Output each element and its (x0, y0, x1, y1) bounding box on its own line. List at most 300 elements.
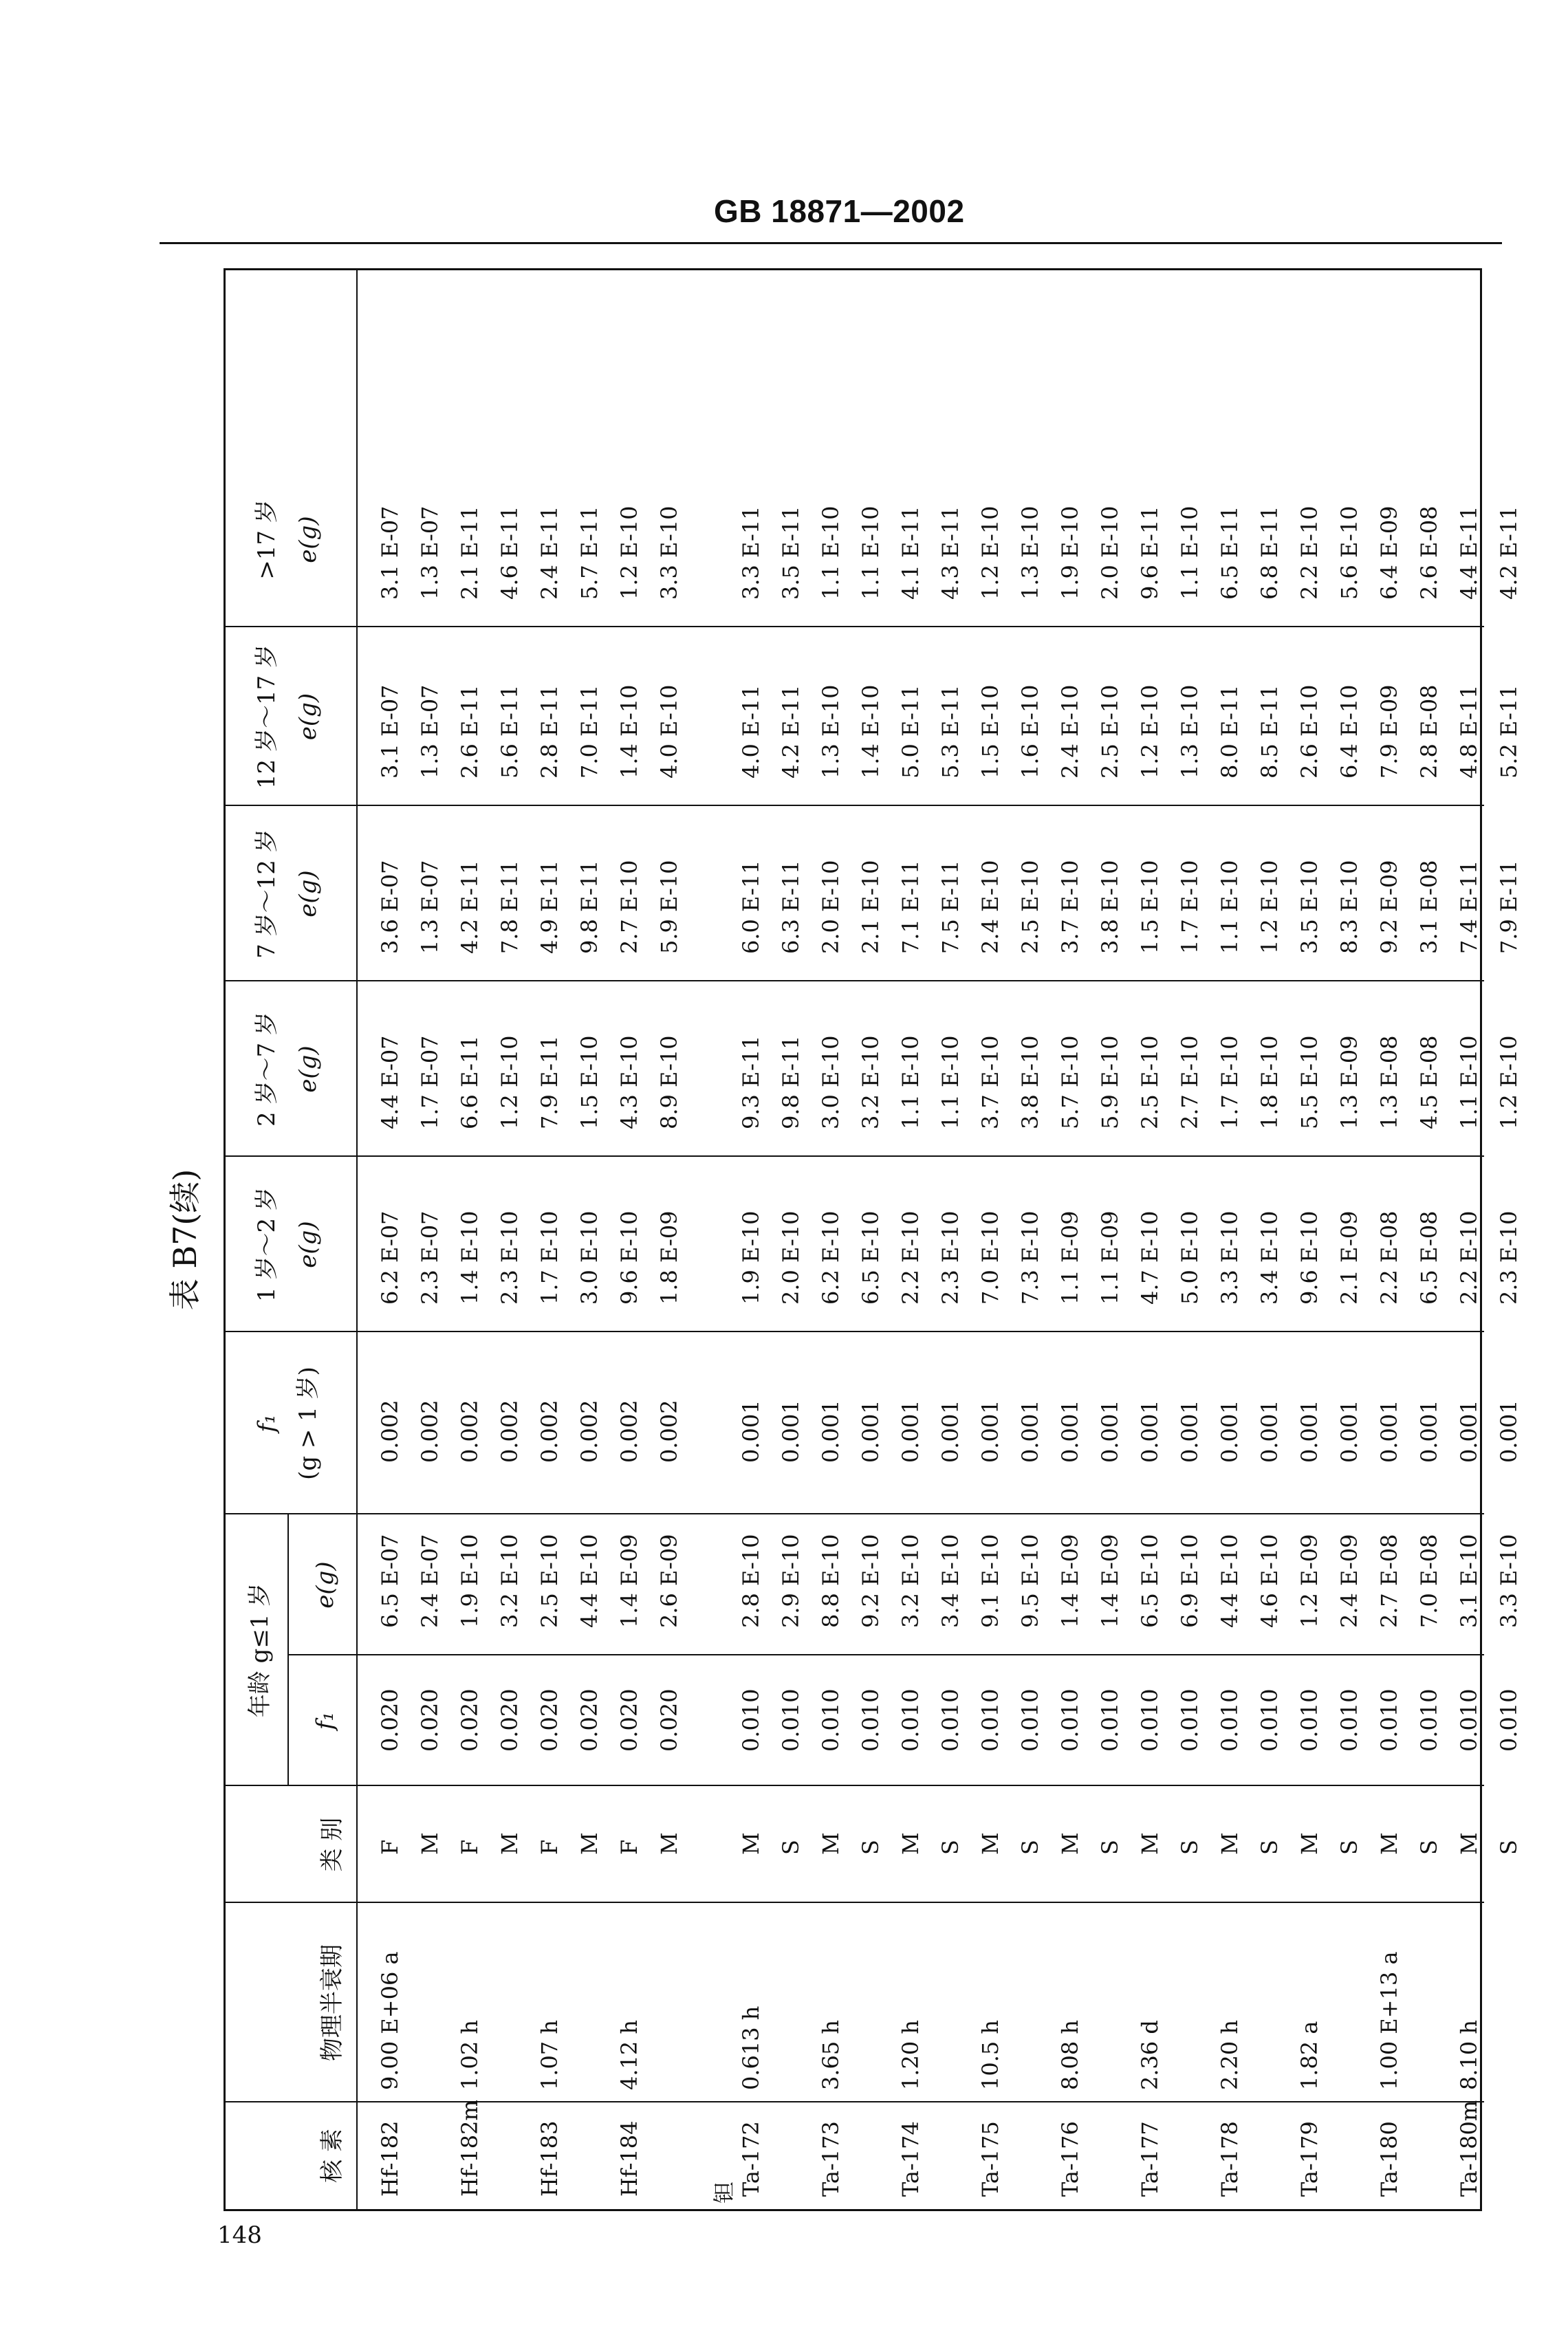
eg-1-2-cell: 2.3 E-10 (937, 1210, 963, 1305)
half-life-cell: 1.02 h (457, 2019, 483, 2090)
nuclide-cell: Ta-180m (1456, 2100, 1482, 2197)
f1-gt1-cell: 0.002 (417, 1400, 443, 1463)
header-eg-2: e(g) (294, 1221, 322, 1268)
eg-7-12-cell: 9.8 E-11 (576, 860, 602, 954)
eg-gt17-cell: 4.4 E-11 (1456, 506, 1482, 600)
nuclide-cell: Ta-175 (977, 2121, 1003, 2197)
class-cell: M (497, 1832, 523, 1855)
eg-le1-cell: 3.3 E-10 (1496, 1534, 1522, 1628)
eg-1-2-cell: 2.2 E-08 (1376, 1210, 1402, 1305)
eg-le1-cell: 2.9 E-10 (778, 1534, 804, 1628)
group-label-tantalum: 钽 (711, 2181, 737, 2204)
nuclide-cell: Hf-182m (457, 2100, 483, 2197)
eg-1-2-cell: 3.3 E-10 (1217, 1210, 1243, 1305)
f1-cell: 0.010 (1416, 1688, 1442, 1752)
eg-7-12-cell: 1.2 E-10 (1256, 860, 1283, 954)
eg-12-17-cell: 2.6 E-11 (457, 684, 483, 779)
eg-2-7-cell: 1.7 E-07 (417, 1035, 443, 1129)
eg-gt17-cell: 2.4 E-11 (536, 506, 563, 600)
f1-cell: 0.010 (1376, 1688, 1402, 1752)
standard-id: GB 18871—2002 (714, 193, 965, 229)
eg-le1-cell: 3.2 E-10 (897, 1534, 924, 1628)
eg-2-7-cell: 1.8 E-10 (1256, 1035, 1283, 1129)
eg-1-2-cell: 3.0 E-10 (576, 1210, 602, 1305)
half-life-cell: 8.08 h (1057, 2019, 1083, 2090)
eg-le1-cell: 2.7 E-08 (1376, 1534, 1402, 1628)
eg-le1-cell: 2.4 E-07 (417, 1534, 443, 1628)
nuclide-cell: Ta-173 (818, 2121, 844, 2197)
eg-2-7-cell: 4.4 E-07 (377, 1035, 403, 1129)
f1-cell: 0.010 (1296, 1688, 1322, 1752)
class-cell: M (1376, 1832, 1402, 1855)
header-eg-1: e(g) (312, 1561, 339, 1609)
eg-le1-cell: 2.6 E-09 (656, 1534, 682, 1628)
class-cell: S (1177, 1840, 1203, 1855)
header-half-life: 物理半衰期 (318, 1944, 346, 2061)
eg-2-7-cell: 5.7 E-10 (1057, 1035, 1083, 1129)
f1-gt1-cell: 0.001 (778, 1400, 804, 1463)
f1-cell: 0.010 (818, 1688, 844, 1752)
eg-7-12-cell: 6.3 E-11 (778, 860, 804, 954)
class-cell: M (1296, 1832, 1322, 1855)
eg-12-17-cell: 2.6 E-10 (1296, 684, 1322, 779)
eg-le1-cell: 1.4 E-09 (616, 1534, 642, 1628)
class-cell: M (1456, 1832, 1482, 1855)
eg-1-2-cell: 2.3 E-10 (1496, 1210, 1522, 1305)
eg-1-2-cell: 2.3 E-07 (417, 1210, 443, 1305)
eg-12-17-cell: 5.2 E-11 (1496, 684, 1522, 779)
eg-7-12-cell: 8.3 E-10 (1336, 860, 1362, 954)
eg-2-7-cell: 2.7 E-10 (1177, 1035, 1203, 1129)
eg-le1-cell: 6.9 E-10 (1177, 1534, 1203, 1628)
eg-gt17-cell: 3.3 E-11 (738, 506, 764, 600)
eg-gt17-cell: 3.3 E-10 (656, 506, 682, 600)
eg-7-12-cell: 3.6 E-07 (377, 860, 403, 954)
header-nuclide: 核 素 (318, 2129, 346, 2183)
eg-1-2-cell: 9.6 E-10 (1296, 1210, 1322, 1305)
eg-2-7-cell: 1.7 E-10 (1217, 1035, 1243, 1129)
eg-1-2-cell: 7.3 E-10 (1017, 1210, 1043, 1305)
eg-12-17-cell: 6.4 E-10 (1336, 684, 1362, 779)
eg-le1-cell: 9.2 E-10 (858, 1534, 884, 1628)
class-cell: F (457, 1839, 483, 1855)
eg-1-2-cell: 1.7 E-10 (536, 1210, 563, 1305)
f1-gt1-cell: 0.001 (1097, 1400, 1123, 1463)
class-cell: M (1217, 1832, 1243, 1855)
eg-2-7-cell: 6.6 E-11 (457, 1035, 483, 1129)
f1-gt1-cell: 0.001 (1296, 1400, 1322, 1463)
nuclide-cell: Ta-178 (1217, 2121, 1243, 2197)
eg-gt17-cell: 3.1 E-07 (377, 506, 403, 600)
eg-2-7-cell: 1.2 E-10 (497, 1035, 523, 1129)
nuclide-cell: Hf-183 (536, 2120, 563, 2197)
eg-1-2-cell: 3.4 E-10 (1256, 1210, 1283, 1305)
f1-gt1-cell: 0.001 (1256, 1400, 1283, 1463)
eg-1-2-cell: 6.2 E-10 (818, 1210, 844, 1305)
f1-cell: 0.010 (977, 1688, 1003, 1752)
eg-2-7-cell: 5.9 E-10 (1097, 1035, 1123, 1129)
eg-gt17-cell: 4.3 E-11 (937, 506, 963, 600)
eg-2-7-cell: 8.9 E-10 (656, 1035, 682, 1129)
f1-cell: 0.010 (1496, 1688, 1522, 1752)
page-number: 148 (217, 2221, 262, 2249)
eg-gt17-cell: 9.6 E-11 (1137, 506, 1163, 600)
eg-le1-cell: 2.8 E-10 (738, 1534, 764, 1628)
header-eg-6: e(g) (294, 516, 322, 563)
f1-cell: 0.020 (457, 1688, 483, 1752)
eg-12-17-cell: 8.0 E-11 (1217, 684, 1243, 779)
nuclide-cell: Ta-176 (1057, 2121, 1083, 2197)
f1-cell: 0.020 (377, 1688, 403, 1752)
eg-le1-cell: 2.5 E-10 (536, 1534, 563, 1628)
eg-gt17-cell: 1.2 E-10 (616, 506, 642, 600)
class-cell: S (778, 1840, 804, 1855)
eg-7-12-cell: 2.0 E-10 (818, 860, 844, 954)
class-cell: S (1416, 1840, 1442, 1855)
eg-12-17-cell: 1.3 E-10 (1177, 684, 1203, 779)
eg-1-2-cell: 1.8 E-09 (656, 1210, 682, 1305)
eg-gt17-cell: 3.5 E-11 (778, 506, 804, 600)
nuclide-cell: Hf-182 (377, 2120, 403, 2197)
eg-12-17-cell: 4.0 E-10 (656, 684, 682, 779)
eg-le1-cell: 4.4 E-10 (576, 1534, 602, 1628)
eg-1-2-cell: 1.1 E-09 (1097, 1210, 1123, 1305)
f1-cell: 0.010 (1097, 1688, 1123, 1752)
class-cell: M (738, 1832, 764, 1855)
eg-gt17-cell: 2.2 E-10 (1296, 506, 1322, 600)
eg-1-2-cell: 1.4 E-10 (457, 1210, 483, 1305)
header-f1-gt1-note: (g > 1 岁) (294, 1367, 322, 1480)
eg-1-2-cell: 5.0 E-10 (1177, 1210, 1203, 1305)
header-age-1-2: 1 岁～2 岁 (253, 1187, 281, 1302)
eg-1-2-cell: 6.5 E-10 (858, 1210, 884, 1305)
standard-header (0, 188, 1499, 230)
eg-gt17-cell: 1.3 E-10 (1017, 506, 1043, 600)
f1-cell: 0.010 (1177, 1688, 1203, 1752)
class-cell: S (1097, 1840, 1123, 1855)
header-age-7-12: 7 岁～12 岁 (253, 829, 281, 959)
eg-12-17-cell: 5.6 E-11 (497, 684, 523, 779)
eg-2-7-cell: 1.3 E-08 (1376, 1035, 1402, 1129)
eg-le1-cell: 1.2 E-09 (1296, 1534, 1322, 1628)
eg-1-2-cell: 7.0 E-10 (977, 1210, 1003, 1305)
f1-cell: 0.010 (738, 1688, 764, 1752)
class-cell: M (818, 1832, 844, 1855)
f1-gt1-cell: 0.001 (1217, 1400, 1243, 1463)
eg-gt17-cell: 4.1 E-11 (897, 506, 924, 600)
eg-12-17-cell: 5.0 E-11 (897, 684, 924, 779)
eg-12-17-cell: 1.6 E-10 (1017, 684, 1043, 779)
f1-gt1-cell: 0.001 (858, 1400, 884, 1463)
eg-1-2-cell: 4.7 E-10 (1137, 1210, 1163, 1305)
eg-7-12-cell: 6.0 E-11 (738, 860, 764, 954)
eg-12-17-cell: 1.5 E-10 (977, 684, 1003, 779)
subheader-rule (287, 1514, 289, 1786)
eg-2-7-cell: 3.7 E-10 (977, 1035, 1003, 1129)
eg-gt17-cell: 4.2 E-11 (1496, 506, 1522, 600)
class-cell: M (977, 1832, 1003, 1855)
eg-gt17-cell: 6.8 E-11 (1256, 506, 1283, 600)
eg-12-17-cell: 8.5 E-11 (1256, 684, 1283, 779)
half-life-cell: 3.65 h (818, 2019, 844, 2090)
eg-12-17-cell: 1.4 E-10 (858, 684, 884, 779)
f1-gt1-cell: 0.002 (536, 1400, 563, 1463)
f1-gt1-cell: 0.002 (377, 1400, 403, 1463)
half-life-cell: 4.12 h (616, 2019, 642, 2090)
f1-cell: 0.010 (1217, 1688, 1243, 1752)
f1-cell: 0.010 (778, 1688, 804, 1752)
eg-7-12-cell: 2.5 E-10 (1017, 860, 1043, 954)
eg-gt17-cell: 1.9 E-10 (1057, 506, 1083, 600)
eg-7-12-cell: 3.5 E-10 (1296, 860, 1322, 954)
nuclide-cell: Ta-179 (1296, 2121, 1322, 2197)
f1-gt1-cell: 0.001 (1496, 1400, 1522, 1463)
eg-12-17-cell: 4.8 E-11 (1456, 684, 1482, 779)
f1-cell: 0.020 (656, 1688, 682, 1752)
nuclide-cell: Ta-177 (1137, 2121, 1163, 2197)
eg-gt17-cell: 2.0 E-10 (1097, 506, 1123, 600)
eg-gt17-cell: 1.3 E-07 (417, 506, 443, 600)
f1-cell: 0.010 (1456, 1688, 1482, 1752)
header-age-2-7: 2 岁～7 岁 (253, 1012, 281, 1127)
eg-le1-cell: 4.4 E-10 (1217, 1534, 1243, 1628)
eg-12-17-cell: 2.8 E-08 (1416, 684, 1442, 779)
eg-12-17-cell: 7.0 E-11 (576, 684, 602, 779)
f1-cell: 0.020 (576, 1688, 602, 1752)
f1-gt1-cell: 0.001 (977, 1400, 1003, 1463)
f1-gt1-cell: 0.001 (1177, 1400, 1203, 1463)
eg-12-17-cell: 5.3 E-11 (937, 684, 963, 779)
eg-7-12-cell: 3.7 E-10 (1057, 860, 1083, 954)
eg-7-12-cell: 3.8 E-10 (1097, 860, 1123, 954)
eg-2-7-cell: 3.8 E-10 (1017, 1035, 1043, 1129)
class-cell: M (656, 1832, 682, 1855)
eg-7-12-cell: 4.2 E-11 (457, 860, 483, 954)
eg-7-12-cell: 2.1 E-10 (858, 860, 884, 954)
header-eg-3: e(g) (294, 1045, 322, 1093)
f1-cell: 0.010 (858, 1688, 884, 1752)
eg-le1-cell: 2.4 E-09 (1336, 1534, 1362, 1628)
class-cell: F (616, 1839, 642, 1855)
eg-gt17-cell: 1.1 E-10 (858, 506, 884, 600)
header-rule (356, 270, 358, 2209)
eg-gt17-cell: 1.1 E-10 (818, 506, 844, 600)
class-cell: M (1057, 1832, 1083, 1855)
half-life-cell: 9.00 E+06 a (377, 1951, 403, 2090)
rotated-table-container (166, 268, 1522, 2211)
half-life-cell: 1.00 E+13 a (1376, 1951, 1402, 2090)
eg-7-12-cell: 9.2 E-09 (1376, 860, 1402, 954)
eg-le1-cell: 7.0 E-08 (1416, 1534, 1442, 1628)
eg-7-12-cell: 7.5 E-11 (937, 860, 963, 954)
eg-gt17-cell: 6.5 E-11 (1217, 506, 1243, 600)
header-f1-gt1: f₁ (253, 1414, 281, 1433)
eg-7-12-cell: 1.7 E-10 (1177, 860, 1203, 954)
eg-12-17-cell: 3.1 E-07 (377, 684, 403, 779)
f1-cell: 0.020 (536, 1688, 563, 1752)
eg-7-12-cell: 7.8 E-11 (497, 860, 523, 954)
class-cell: M (1137, 1832, 1163, 1855)
eg-7-12-cell: 1.3 E-07 (417, 860, 443, 954)
class-cell: F (536, 1839, 563, 1855)
nuclide-cell: Ta-180 (1376, 2121, 1402, 2197)
class-cell: S (1336, 1840, 1362, 1855)
f1-gt1-cell: 0.002 (457, 1400, 483, 1463)
half-life-cell: 1.20 h (897, 2019, 924, 2090)
half-life-cell: 10.5 h (977, 2019, 1003, 2090)
f1-cell: 0.020 (616, 1688, 642, 1752)
eg-12-17-cell: 1.3 E-07 (417, 684, 443, 779)
eg-12-17-cell: 1.4 E-10 (616, 684, 642, 779)
f1-cell: 0.010 (1336, 1688, 1362, 1752)
eg-le1-cell: 9.5 E-10 (1017, 1534, 1043, 1628)
header-age-le1: 年龄 g≤1 岁 (246, 1583, 274, 1718)
eg-2-7-cell: 1.1 E-10 (937, 1035, 963, 1129)
eg-12-17-cell: 2.8 E-11 (536, 684, 563, 779)
header-class: 类 别 (318, 1817, 346, 1872)
half-life-cell: 8.10 h (1456, 2019, 1482, 2090)
f1-cell: 0.020 (417, 1688, 443, 1752)
eg-gt17-cell: 2.1 E-11 (457, 506, 483, 600)
f1-gt1-cell: 0.001 (1057, 1400, 1083, 1463)
eg-2-7-cell: 9.8 E-11 (778, 1035, 804, 1129)
nuclide-cell: Hf-184 (616, 2120, 642, 2197)
f1-cell: 0.010 (1137, 1688, 1163, 1752)
eg-le1-cell: 4.6 E-10 (1256, 1534, 1283, 1628)
eg-12-17-cell: 4.2 E-11 (778, 684, 804, 779)
half-life-cell: 2.20 h (1217, 2019, 1243, 2090)
f1-gt1-cell: 0.001 (1336, 1400, 1362, 1463)
class-cell: M (897, 1832, 924, 1855)
eg-gt17-cell: 5.6 E-10 (1336, 506, 1362, 600)
eg-2-7-cell: 3.0 E-10 (818, 1035, 844, 1129)
eg-gt17-cell: 1.2 E-10 (977, 506, 1003, 600)
eg-7-12-cell: 7.4 E-11 (1456, 860, 1482, 954)
eg-le1-cell: 3.1 E-10 (1456, 1534, 1482, 1628)
eg-2-7-cell: 4.5 E-08 (1416, 1035, 1442, 1129)
eg-2-7-cell: 1.1 E-10 (897, 1035, 924, 1129)
eg-7-12-cell: 7.1 E-11 (897, 860, 924, 954)
eg-2-7-cell: 3.2 E-10 (858, 1035, 884, 1129)
f1-gt1-cell: 0.001 (1456, 1400, 1482, 1463)
f1-cell: 0.020 (497, 1688, 523, 1752)
header-eg-5: e(g) (294, 693, 322, 741)
class-cell: S (858, 1840, 884, 1855)
class-cell: S (1496, 1840, 1522, 1855)
eg-12-17-cell: 1.3 E-10 (818, 684, 844, 779)
eg-1-2-cell: 1.9 E-10 (738, 1210, 764, 1305)
eg-2-7-cell: 9.3 E-11 (738, 1035, 764, 1129)
eg-12-17-cell: 4.0 E-11 (738, 684, 764, 779)
eg-1-2-cell: 9.6 E-10 (616, 1210, 642, 1305)
header-f1: f₁ (312, 1711, 339, 1730)
class-cell: S (937, 1840, 963, 1855)
f1-gt1-cell: 0.001 (1137, 1400, 1163, 1463)
eg-le1-cell: 8.8 E-10 (818, 1534, 844, 1628)
f1-gt1-cell: 0.001 (738, 1400, 764, 1463)
f1-cell: 0.010 (1017, 1688, 1043, 1752)
eg-1-2-cell: 6.5 E-08 (1416, 1210, 1442, 1305)
eg-2-7-cell: 4.3 E-10 (616, 1035, 642, 1129)
eg-1-2-cell: 6.2 E-07 (377, 1210, 403, 1305)
eg-2-7-cell: 1.2 E-10 (1496, 1035, 1522, 1129)
half-life-cell: 0.613 h (738, 2005, 764, 2090)
eg-12-17-cell: 2.5 E-10 (1097, 684, 1123, 779)
eg-le1-cell: 1.4 E-09 (1057, 1534, 1083, 1628)
eg-2-7-cell: 2.5 E-10 (1137, 1035, 1163, 1129)
eg-1-2-cell: 1.1 E-09 (1057, 1210, 1083, 1305)
eg-gt17-cell: 5.7 E-11 (576, 506, 602, 600)
eg-2-7-cell: 1.3 E-09 (1336, 1035, 1362, 1129)
f1-cell: 0.010 (937, 1688, 963, 1752)
f1-gt1-cell: 0.001 (818, 1400, 844, 1463)
eg-7-12-cell: 5.9 E-10 (656, 860, 682, 954)
half-life-cell: 2.36 d (1137, 2020, 1163, 2090)
eg-2-7-cell: 1.1 E-10 (1456, 1035, 1482, 1129)
eg-2-7-cell: 7.9 E-11 (536, 1035, 563, 1129)
table-caption: 表 B7(续) (166, 1168, 204, 1311)
f1-cell: 0.010 (1057, 1688, 1083, 1752)
eg-gt17-cell: 6.4 E-09 (1376, 506, 1402, 600)
header-eg-4: e(g) (294, 870, 322, 917)
eg-1-2-cell: 2.1 E-09 (1336, 1210, 1362, 1305)
f1-gt1-cell: 0.001 (1017, 1400, 1043, 1463)
class-cell: S (1017, 1840, 1043, 1855)
f1-gt1-cell: 0.001 (937, 1400, 963, 1463)
eg-le1-cell: 6.5 E-10 (1137, 1534, 1163, 1628)
eg-le1-cell: 6.5 E-07 (377, 1534, 403, 1628)
f1-gt1-cell: 0.002 (576, 1400, 602, 1463)
eg-gt17-cell: 4.6 E-11 (497, 506, 523, 600)
eg-7-12-cell: 7.9 E-11 (1496, 860, 1522, 954)
eg-2-7-cell: 1.5 E-10 (576, 1035, 602, 1129)
dose-coefficient-table (224, 268, 1522, 2211)
f1-gt1-cell: 0.002 (656, 1400, 682, 1463)
eg-2-7-cell: 5.5 E-10 (1296, 1035, 1322, 1129)
header-age-gt17: >17 岁 (253, 499, 281, 580)
eg-le1-cell: 1.4 E-09 (1097, 1534, 1123, 1628)
class-cell: M (576, 1832, 602, 1855)
eg-1-2-cell: 2.2 E-10 (1456, 1210, 1482, 1305)
eg-7-12-cell: 2.4 E-10 (977, 860, 1003, 954)
f1-gt1-cell: 0.001 (1416, 1400, 1442, 1463)
f1-cell: 0.010 (1256, 1688, 1283, 1752)
class-cell: S (1256, 1840, 1283, 1855)
half-life-cell: 1.82 a (1296, 2021, 1322, 2090)
nuclide-cell: Ta-174 (897, 2121, 924, 2197)
eg-7-12-cell: 1.5 E-10 (1137, 860, 1163, 954)
eg-le1-cell: 3.2 E-10 (497, 1534, 523, 1628)
header-rule (160, 242, 1502, 244)
eg-le1-cell: 9.1 E-10 (977, 1534, 1003, 1628)
eg-7-12-cell: 3.1 E-08 (1416, 860, 1442, 954)
header-age-12-17: 12 岁～17 岁 (253, 644, 281, 790)
eg-12-17-cell: 7.9 E-09 (1376, 684, 1402, 779)
f1-gt1-cell: 0.001 (897, 1400, 924, 1463)
half-life-cell: 1.07 h (536, 2019, 563, 2090)
f1-cell: 0.010 (897, 1688, 924, 1752)
eg-7-12-cell: 1.1 E-10 (1217, 860, 1243, 954)
eg-le1-cell: 3.4 E-10 (937, 1534, 963, 1628)
class-cell: F (377, 1839, 403, 1855)
f1-gt1-cell: 0.002 (616, 1400, 642, 1463)
eg-7-12-cell: 2.7 E-10 (616, 860, 642, 954)
f1-gt1-cell: 0.001 (1376, 1400, 1402, 1463)
eg-gt17-cell: 2.6 E-08 (1416, 506, 1442, 600)
eg-1-2-cell: 2.0 E-10 (778, 1210, 804, 1305)
eg-gt17-cell: 1.1 E-10 (1177, 506, 1203, 600)
nuclide-cell: Ta-172 (738, 2121, 764, 2197)
